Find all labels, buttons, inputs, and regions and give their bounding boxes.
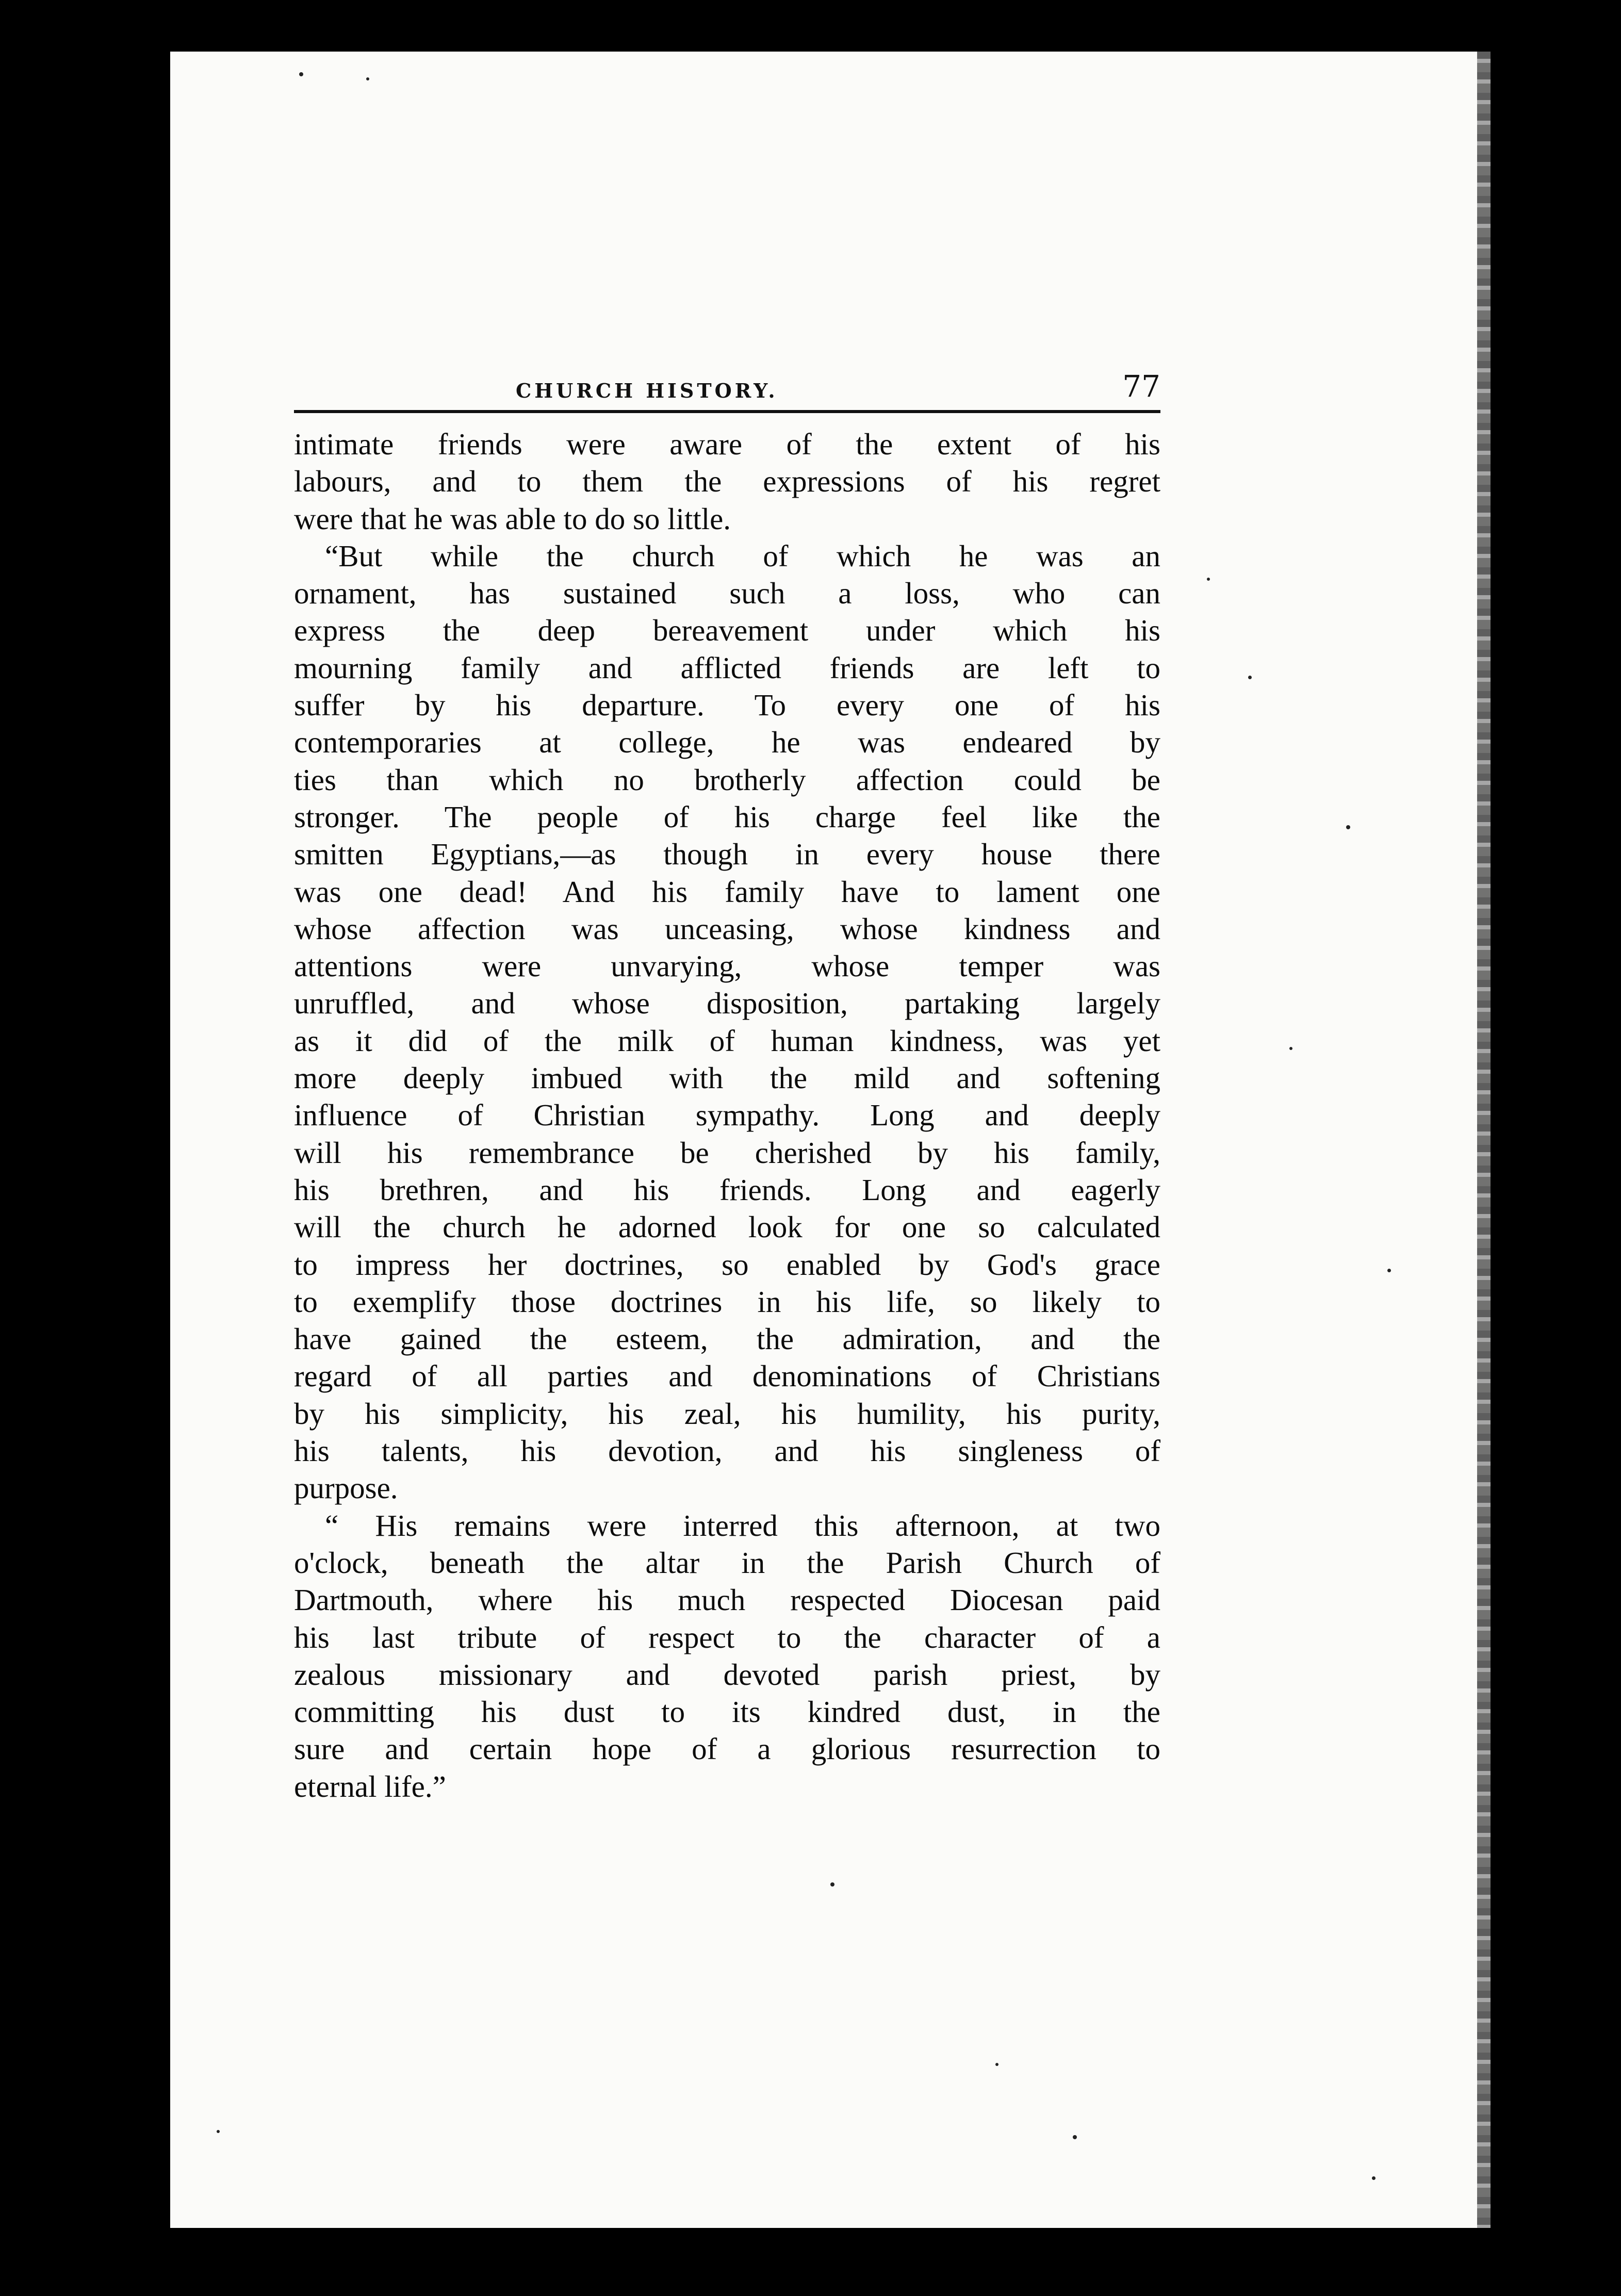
text-line: “ His remains were interred this afternoon, at two [325,1508,1160,1543]
text-line: to exemplify those doctrines in his life, so likely to [294,1284,1160,1319]
page-edge-shadow [1477,52,1491,2228]
header-rule [294,410,1160,413]
text-line: eternal life.” [294,1769,446,1803]
text-line: influence of Christian sympathy. Long and deeply [294,1098,1160,1133]
text-line: as it did of the milk of human kindness, was yet [294,1023,1160,1058]
text-line: stronger. The people of his charge feel like the [294,799,1160,834]
text-line: contemporaries at college, he was endeared by [294,725,1160,760]
text-line: o'clock, beneath the altar in the Parish Church of [294,1545,1160,1580]
text-line: zealous missionary and devoted parish priest, by [294,1657,1160,1692]
scan-speck [1207,578,1210,581]
text-line: “But while the church of which he was an [325,538,1160,573]
text-line: suffer by his departure. To every one of his [294,688,1160,723]
scan-speck [1387,1269,1391,1272]
scan-speck [830,1882,834,1887]
page-number: 77 [1122,369,1160,404]
book-page [170,52,1491,2228]
text-line: whose affection was unceasing, whose kindness and [294,911,1160,946]
text-line: smitten Egyptians,—as though in every house there [294,837,1160,872]
scan-speck [1372,2176,1376,2180]
text-line: his last tribute of respect to the character of a [294,1620,1160,1654]
text-line: his brethren, and his friends. Long and eagerly [294,1172,1160,1207]
text-line: by his simplicity, his zeal, his humility, his purity, [294,1396,1160,1431]
page-header [294,338,1160,415]
text-line: intimate friends were aware of the extent of his [294,427,1160,461]
text-line: regard of all parties and denominations of Christians [294,1359,1160,1393]
scan-speck [217,2130,220,2133]
scan-speck [995,2063,998,2066]
scan-speck [1346,825,1350,829]
scan-speck [1289,1047,1292,1050]
text-line: mourning family and afflicted friends are left to [294,650,1160,685]
text-line: unruffled, and whose disposition, partaking largely [294,986,1160,1021]
text-line: will the church he adorned look for one so calculated [294,1210,1160,1244]
text-line: to impress her doctrines, so enabled by God's grace [294,1247,1160,1282]
text-line: have gained the esteem, the admiration, and the [294,1322,1160,1356]
scan-speck [1073,2135,1077,2139]
text-line: committing his dust to its kindred dust, in the [294,1695,1160,1729]
text-line: express the deep bereavement under which his [294,613,1160,648]
text-line: will his remembrance be cherished by his family, [294,1135,1160,1170]
text-line: purpose. [294,1471,398,1505]
text-line: sure and certain hope of a glorious resurrection to [294,1732,1160,1766]
text-line: ornament, has sustained such a loss, who can [294,576,1160,611]
text-line: was one dead! And his family have to lament one [294,874,1160,909]
scan-speck [299,72,303,76]
text-line: ties than which no brotherly affection could be [294,762,1160,797]
text-line: Dartmouth, where his much respected Diocesan paid [294,1583,1160,1617]
scan-speck [366,77,369,80]
scan-speck [1248,676,1252,679]
body-text [294,425,1160,1805]
text-line: labours, and to them the expressions of his regret [294,464,1160,499]
running-title: CHURCH HISTORY. [516,379,778,402]
text-line: were that he was able to do so little. [294,501,731,536]
text-line: more deeply imbued with the mild and softening [294,1061,1160,1095]
text-line: attentions were unvarying, whose temper was [294,949,1160,983]
text-line: his talents, his devotion, and his singleness of [294,1434,1160,1468]
